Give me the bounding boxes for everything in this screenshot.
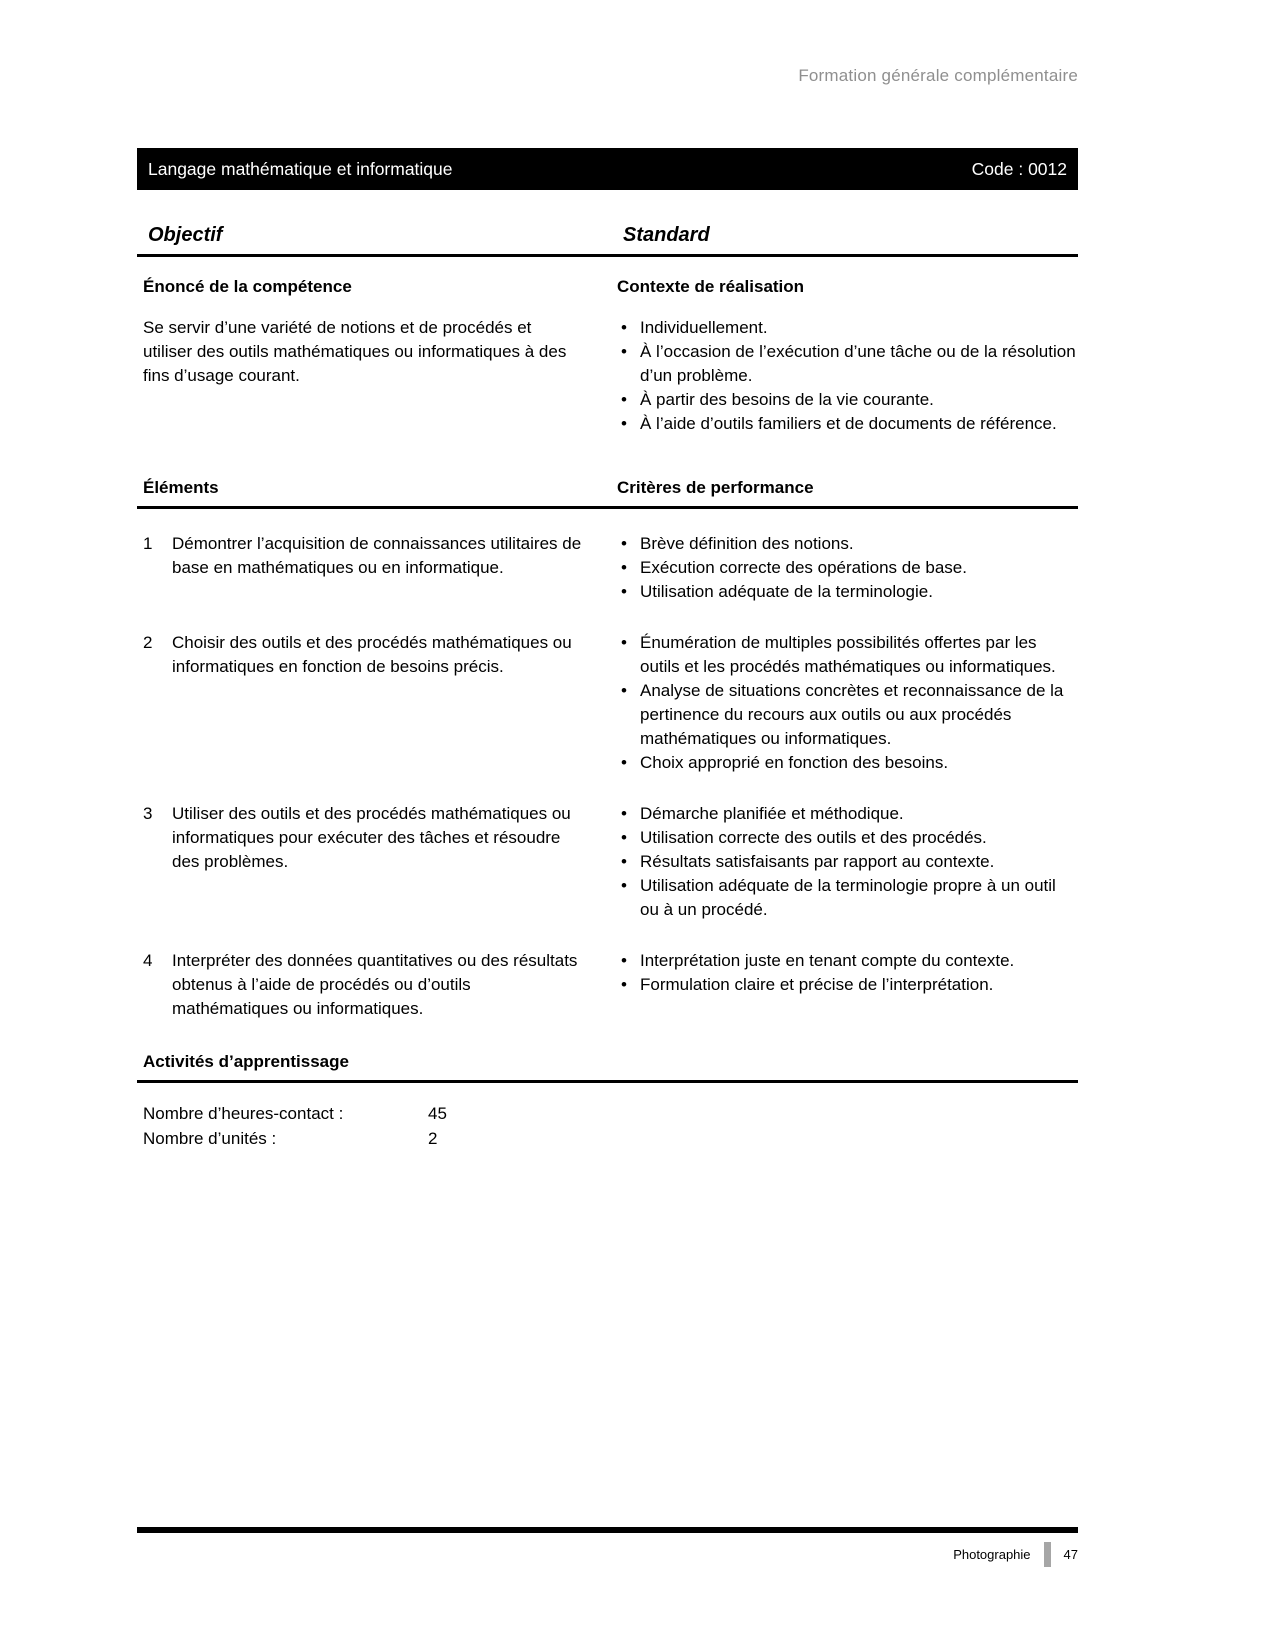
criteria-bullet: • Analyse de situations concrètes et reconnaissance de la pertinence du recours aux outils ou aux procédés mathématiques ou informatiques. — [617, 679, 1078, 751]
field-label: Nombre d’unités : — [143, 1129, 277, 1148]
criteria-bullet: • Interprétation juste en tenant compte du contexte. — [617, 949, 1078, 973]
contexte-bullet: • À l’occasion de l’exécution d’une tâche ou de la résolution d’un problème. — [617, 340, 1078, 388]
competence-text: Se servir d’une variété de notions et de procédés et utiliser des outils mathématiques ou informatiques à des fins d’usage courant. — [143, 318, 567, 385]
objectif-header: Objectif — [148, 224, 223, 246]
competence-heading: Énoncé de la compétence — [143, 277, 352, 296]
element-number: 3 — [143, 804, 153, 823]
course-code: Code : 0012 — [971, 158, 1067, 179]
footer-page-number: 47 — [1063, 1547, 1078, 1562]
element-text: Interpréter des données quantitatives ou des résultats obtenus à l’aide de procédés ou d’outils mathématiques ou informatiques. — [172, 951, 578, 1018]
objectif-standard-header — [137, 224, 1078, 257]
field-value: 45 — [428, 1104, 447, 1123]
contexte-bullet: • À l’aide d’outils familiers et de documents de référence. — [617, 412, 1078, 436]
subheadings-row — [137, 277, 1078, 297]
activities-fields — [137, 1101, 1078, 1151]
activities-heading: Activités d’apprentissage — [137, 1052, 1078, 1083]
criteres-heading: Critères de performance — [617, 478, 814, 497]
field-heures-contact — [143, 1101, 1078, 1126]
element-item — [143, 802, 617, 874]
element-item — [143, 532, 617, 580]
standard-header: Standard — [623, 224, 710, 246]
criteria-bullet: • Utilisation correcte des outils et des procédés. — [617, 826, 1078, 850]
criteria-bullet: • Résultats satisfaisants par rapport au contexte. — [617, 850, 1078, 874]
element-row-2 — [137, 631, 1078, 775]
element-number: 1 — [143, 534, 153, 553]
contexte-heading: Contexte de réalisation — [617, 277, 805, 296]
criteria-bullet: • Utilisation adéquate de la terminologie propre à un outil ou à un procédé. — [617, 874, 1078, 922]
criteria-list — [617, 949, 1078, 997]
element-text: Démontrer l’acquisition de connaissances utilitaires de base en mathématiques ou en informatique. — [172, 534, 582, 577]
competence-contexte-row — [137, 316, 1078, 436]
running-header: Formation générale complémentaire — [798, 66, 1078, 85]
criteria-bullet: • Utilisation adéquate de la terminologie. — [617, 580, 1078, 604]
criteria-list — [617, 631, 1078, 775]
criteria-bullet: • Formulation claire et précise de l’interprétation. — [617, 973, 1078, 997]
contexte-bullet-list — [617, 316, 1078, 436]
elements-heading: Éléments — [143, 478, 219, 497]
element-number: 2 — [143, 633, 153, 652]
criteria-bullet: • Énumération de multiples possibilités offertes par les outils et les procédés mathématiques ou informatiques. — [617, 631, 1078, 679]
criteria-list — [617, 802, 1078, 922]
elements-criteres-header — [137, 478, 1078, 509]
element-row-3 — [137, 802, 1078, 922]
footer-divider — [1044, 1542, 1051, 1567]
contexte-bullet: • À partir des besoins de la vie courante. — [617, 388, 1078, 412]
criteria-list — [617, 532, 1078, 604]
field-value: 2 — [428, 1129, 438, 1148]
criteria-bullet: • Brève définition des notions. — [617, 532, 1078, 556]
footer-rule — [137, 1527, 1078, 1533]
title-banner — [137, 148, 1078, 190]
contexte-bullet: • Individuellement. — [617, 316, 1078, 340]
footer-line — [137, 1542, 1078, 1567]
element-item — [143, 631, 617, 679]
element-number: 4 — [143, 951, 153, 970]
element-row-1 — [137, 532, 1078, 604]
element-row-4 — [137, 949, 1078, 1021]
field-unites — [143, 1126, 1078, 1151]
course-title: Langage mathématique et informatique — [148, 158, 453, 179]
criteria-bullet: • Exécution correcte des opérations de base. — [617, 556, 1078, 580]
page-footer — [137, 1527, 1078, 1567]
footer-program: Photographie — [953, 1547, 1031, 1562]
element-item — [143, 949, 617, 1021]
field-label: Nombre d’heures-contact : — [143, 1104, 344, 1123]
criteria-bullet: • Choix approprié en fonction des besoins. — [617, 751, 1078, 775]
element-text: Choisir des outils et des procédés mathématiques ou informatiques en fonction de besoins précis. — [172, 633, 572, 676]
element-text: Utiliser des outils et des procédés mathématiques ou informatiques pour exécuter des tâches et résoudre des problèmes. — [172, 804, 571, 871]
page-content — [137, 148, 1078, 1151]
criteria-bullet: • Démarche planifiée et méthodique. — [617, 802, 1078, 826]
